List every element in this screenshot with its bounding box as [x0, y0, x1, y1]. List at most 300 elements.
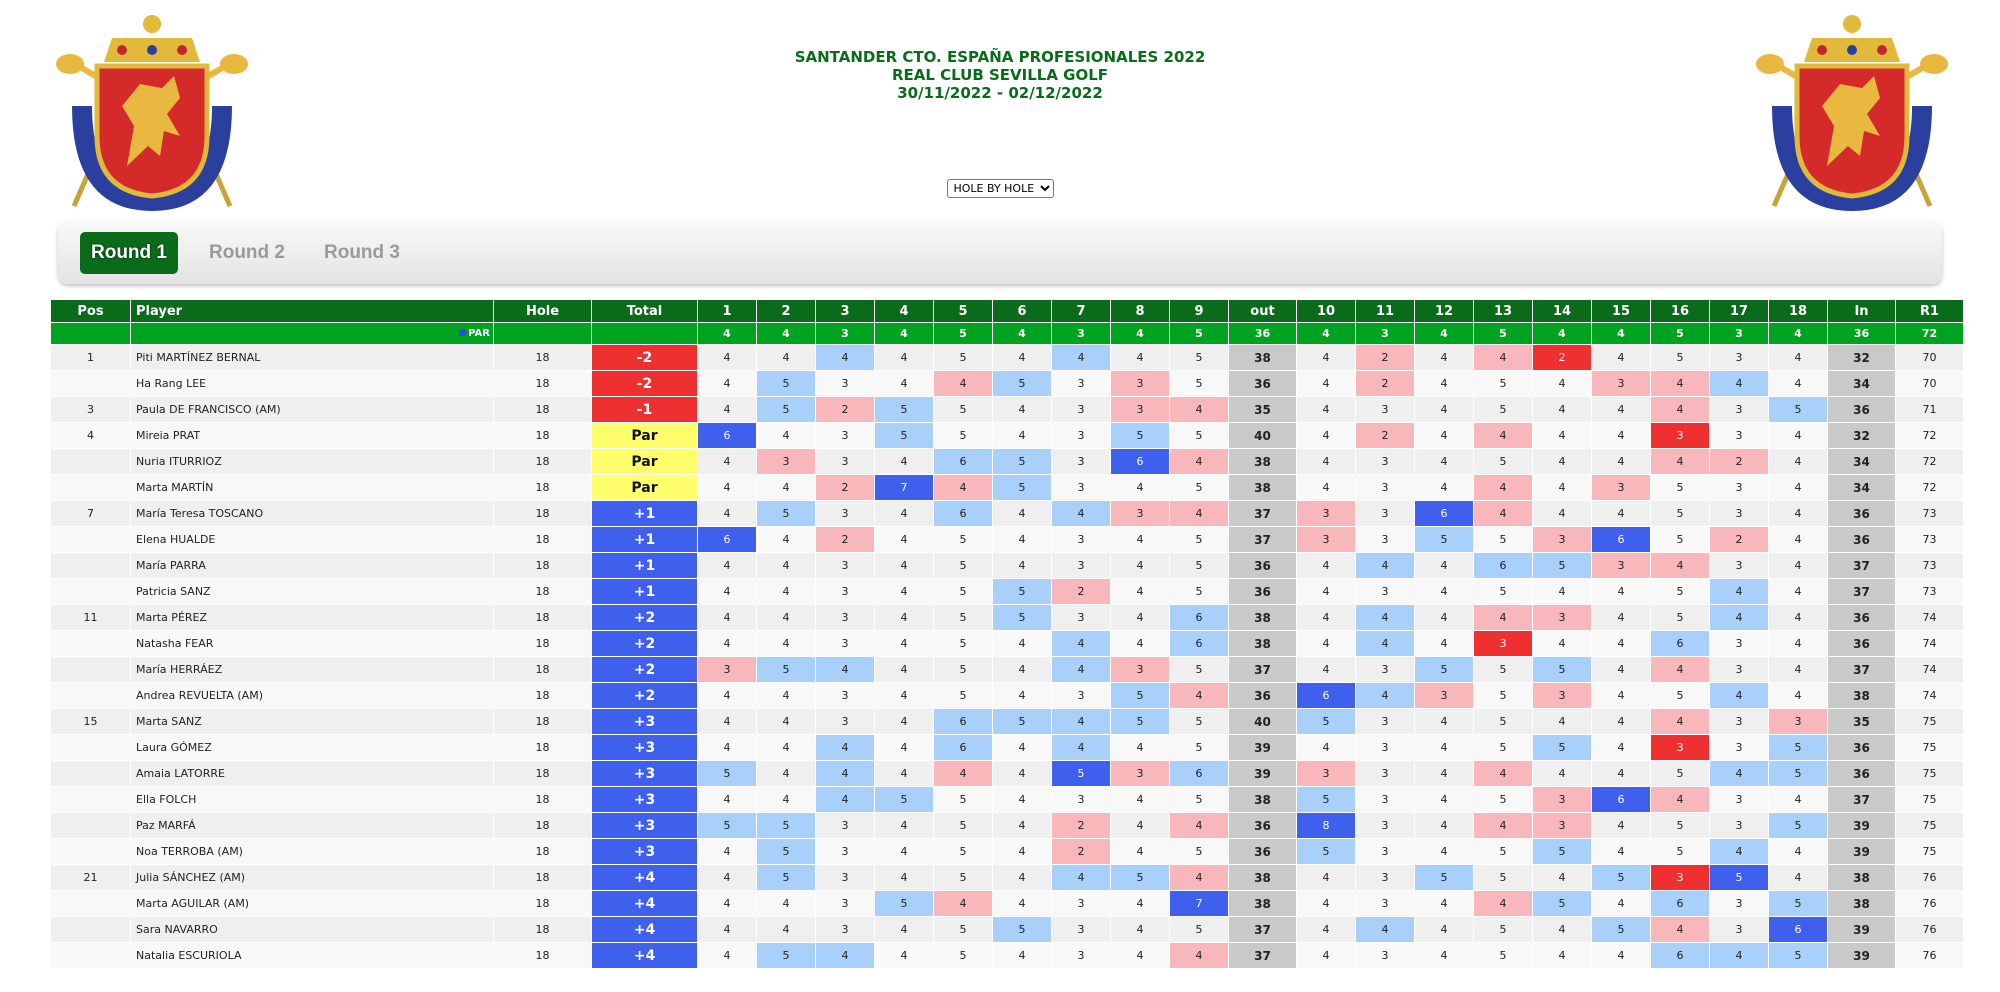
total-to-par: +1 [592, 553, 698, 579]
hole-score: 4 [698, 371, 757, 397]
hole-score: 4 [1111, 839, 1170, 865]
par-hole-12: 4 [1415, 323, 1474, 345]
hole-score: 5 [934, 631, 993, 657]
hole-score: 4 [1415, 579, 1474, 605]
player-name[interactable]: Andrea REVUELTA (AM) [131, 683, 494, 709]
round-total: 72 [1896, 423, 1964, 449]
hole-score: 5 [934, 839, 993, 865]
table-row[interactable] [51, 605, 1964, 631]
hole-score: 3 [1592, 475, 1651, 501]
in-total: 37 [1828, 553, 1896, 579]
hole-score: 4 [1474, 761, 1533, 787]
view-mode-select[interactable] [947, 179, 1054, 198]
hole-score: 4 [698, 683, 757, 709]
col-hole-10: 10 [1297, 300, 1356, 323]
par-hole-13: 5 [1474, 323, 1533, 345]
par-marker-icon [459, 329, 466, 336]
hole-score: 4 [757, 579, 816, 605]
hole-score: 4 [875, 709, 934, 735]
hole-score: 3 [1356, 579, 1415, 605]
hole-score: 5 [1769, 397, 1828, 423]
hole-score: 5 [934, 605, 993, 631]
round-total: 73 [1896, 553, 1964, 579]
position-cell [51, 579, 131, 605]
hole-score: 5 [1474, 657, 1533, 683]
col-hole-13: 13 [1474, 300, 1533, 323]
hole-score: 4 [1297, 449, 1356, 475]
player-name[interactable]: Marta AGUILAR (AM) [131, 891, 494, 917]
player-name[interactable]: Marta MARTÍN [131, 475, 494, 501]
header-row [51, 300, 1964, 323]
hole-score: 3 [1651, 865, 1710, 891]
hole-score: 4 [1769, 371, 1828, 397]
hole-score: 4 [1111, 631, 1170, 657]
hole-score: 4 [1415, 917, 1474, 943]
hole-score: 4 [1769, 423, 1828, 449]
hole-score: 4 [757, 891, 816, 917]
position-cell: 7 [51, 501, 131, 527]
total-to-par: +2 [592, 683, 698, 709]
hole-score: 4 [1533, 761, 1592, 787]
player-name[interactable]: Natasha FEAR [131, 631, 494, 657]
position-cell: 21 [51, 865, 131, 891]
player-name[interactable]: Amaia LATORRE [131, 761, 494, 787]
hole-score: 3 [816, 839, 875, 865]
hole-score: 3 [1356, 657, 1415, 683]
hole-score: 4 [1415, 397, 1474, 423]
hole-score: 5 [1533, 553, 1592, 579]
table-row[interactable] [51, 527, 1964, 553]
player-name[interactable]: Julia SÁNCHEZ (AM) [131, 865, 494, 891]
hole-score: 4 [1415, 787, 1474, 813]
hole-score: 5 [934, 813, 993, 839]
player-name[interactable]: Marta PÉREZ [131, 605, 494, 631]
hole-score: 5 [993, 917, 1052, 943]
hole-score: 4 [1111, 579, 1170, 605]
player-name[interactable]: Sara NAVARRO [131, 917, 494, 943]
par-hole-7: 3 [1052, 323, 1111, 345]
position-cell [51, 475, 131, 501]
hole-cell: 18 [494, 735, 592, 761]
out-total: 38 [1229, 787, 1297, 813]
hole-score: 4 [1769, 475, 1828, 501]
hole-score: 5 [993, 371, 1052, 397]
hole-score: 4 [1356, 917, 1415, 943]
tab-round-2[interactable]: Round 2 [209, 242, 285, 263]
col-hole-14: 14 [1533, 300, 1592, 323]
table-row[interactable] [51, 839, 1964, 865]
hole-score: 4 [1415, 761, 1474, 787]
hole-score: 5 [1170, 553, 1229, 579]
table-row[interactable] [51, 345, 1964, 371]
player-name[interactable]: Ella FOLCH [131, 787, 494, 813]
hole-score: 3 [1710, 631, 1769, 657]
hole-score: 5 [757, 371, 816, 397]
hole-score: 3 [1710, 735, 1769, 761]
hole-score: 4 [993, 631, 1052, 657]
round-total: 73 [1896, 501, 1964, 527]
hole-score: 4 [1297, 397, 1356, 423]
position-cell [51, 943, 131, 969]
hole-score: 5 [1170, 657, 1229, 683]
hole-score: 4 [1592, 891, 1651, 917]
hole-score: 4 [1052, 709, 1111, 735]
hole-score: 2 [1710, 527, 1769, 553]
hole-score: 5 [1651, 839, 1710, 865]
hole-score: 4 [1111, 917, 1170, 943]
table-row[interactable] [51, 423, 1964, 449]
hole-cell: 18 [494, 943, 592, 969]
hole-score: 3 [816, 891, 875, 917]
hole-score: 5 [934, 527, 993, 553]
par-in: 36 [1828, 323, 1896, 345]
hole-score: 4 [1415, 605, 1474, 631]
hole-score: 4 [1415, 943, 1474, 969]
hole-score: 4 [993, 657, 1052, 683]
hole-score: 3 [816, 865, 875, 891]
hole-score: 6 [1651, 631, 1710, 657]
hole-score: 4 [1415, 371, 1474, 397]
hole-score: 4 [757, 787, 816, 813]
out-total: 40 [1229, 709, 1297, 735]
out-total: 39 [1229, 735, 1297, 761]
hole-score: 5 [1533, 657, 1592, 683]
position-cell [51, 657, 131, 683]
col-hole-15: 15 [1592, 300, 1651, 323]
hole-score: 4 [1592, 813, 1651, 839]
hole-score: 4 [1474, 813, 1533, 839]
hole-score: 3 [816, 579, 875, 605]
hole-score: 5 [1052, 761, 1111, 787]
out-total: 39 [1229, 761, 1297, 787]
hole-score: 6 [1769, 917, 1828, 943]
hole-score: 4 [1474, 605, 1533, 631]
hole-score: 5 [1111, 865, 1170, 891]
hole-score: 4 [1297, 371, 1356, 397]
col-hole-18: 18 [1769, 300, 1828, 323]
hole-score: 4 [993, 423, 1052, 449]
hole-score: 3 [1052, 397, 1111, 423]
table-row[interactable] [51, 631, 1964, 657]
hole-score: 4 [1533, 709, 1592, 735]
col-hole-12: 12 [1415, 300, 1474, 323]
hole-score: 5 [993, 709, 1052, 735]
position-cell [51, 813, 131, 839]
hole-score: 4 [875, 917, 934, 943]
hole-score: 4 [875, 605, 934, 631]
hole-score: 5 [1769, 813, 1828, 839]
par-total-cell [592, 323, 698, 345]
hole-score: 6 [1297, 683, 1356, 709]
hole-score: 4 [1651, 449, 1710, 475]
hole-score: 4 [1474, 475, 1533, 501]
hole-score: 4 [1297, 345, 1356, 371]
position-cell: 4 [51, 423, 131, 449]
tab-round-1[interactable]: Round 1 [80, 232, 178, 274]
title-line-2: REAL CLUB SEVILLA GOLF [891, 66, 1109, 84]
player-name[interactable]: Piti MARTÍNEZ BERNAL [131, 345, 494, 371]
tab-round-3[interactable]: Round 3 [324, 242, 400, 263]
hole-score: 5 [1474, 683, 1533, 709]
table-row[interactable] [51, 865, 1964, 891]
position-cell: 11 [51, 605, 131, 631]
par-hole-5: 5 [934, 323, 993, 345]
hole-score: 4 [993, 553, 1052, 579]
in-total: 39 [1828, 917, 1896, 943]
hole-score: 5 [993, 475, 1052, 501]
total-to-par: -2 [592, 345, 698, 371]
hole-score: 5 [757, 865, 816, 891]
table-row[interactable] [51, 449, 1964, 475]
position-cell [51, 527, 131, 553]
table-row[interactable] [51, 657, 1964, 683]
hole-score: 3 [1592, 553, 1651, 579]
hole-score: 4 [1769, 865, 1828, 891]
par-label: PAR [468, 328, 490, 339]
hole-score: 5 [1170, 371, 1229, 397]
par-hole-11: 3 [1356, 323, 1415, 345]
hole-score: 4 [698, 397, 757, 423]
hole-score: 4 [757, 527, 816, 553]
hole-cell: 18 [494, 631, 592, 657]
hole-score: 5 [1474, 839, 1533, 865]
hole-score: 4 [1111, 527, 1170, 553]
par-hole-9: 5 [1170, 323, 1229, 345]
player-name[interactable]: Nuria ITURRIOZ [131, 449, 494, 475]
view-selector-wrap [0, 177, 2000, 198]
hole-score: 4 [698, 501, 757, 527]
hole-score: 5 [1297, 787, 1356, 813]
out-total: 36 [1229, 553, 1297, 579]
col-hole-11: 11 [1356, 300, 1415, 323]
hole-score: 5 [757, 943, 816, 969]
table-row[interactable] [51, 579, 1964, 605]
player-name[interactable]: Noa TERROBA (AM) [131, 839, 494, 865]
hole-score: 6 [1592, 787, 1651, 813]
table-row[interactable] [51, 397, 1964, 423]
table-row[interactable] [51, 709, 1964, 735]
hole-score: 4 [1769, 683, 1828, 709]
hole-cell: 18 [494, 397, 592, 423]
par-hole-3: 3 [816, 323, 875, 345]
out-total: 37 [1229, 657, 1297, 683]
position-cell [51, 735, 131, 761]
player-name[interactable]: Natalia ESCURIOLA [131, 943, 494, 969]
hole-score: 3 [698, 657, 757, 683]
hole-score: 3 [1052, 891, 1111, 917]
hole-score: 3 [1710, 345, 1769, 371]
in-total: 37 [1828, 657, 1896, 683]
table-row[interactable] [51, 787, 1964, 813]
hole-score: 4 [698, 631, 757, 657]
hole-score: 4 [1769, 449, 1828, 475]
hole-score: 4 [1592, 943, 1651, 969]
col-hole-3: 3 [816, 300, 875, 323]
hole-score: 5 [1474, 865, 1533, 891]
out-total: 38 [1229, 865, 1297, 891]
in-total: 36 [1828, 527, 1896, 553]
total-to-par: -2 [592, 371, 698, 397]
hole-score: 5 [1170, 527, 1229, 553]
hole-score: 6 [1170, 631, 1229, 657]
hole-score: 3 [1111, 501, 1170, 527]
hole-score: 6 [1474, 553, 1533, 579]
hole-score: 3 [1297, 527, 1356, 553]
hole-score: 5 [1651, 579, 1710, 605]
table-row[interactable] [51, 891, 1964, 917]
hole-score: 2 [816, 397, 875, 423]
par-hole-2: 4 [757, 323, 816, 345]
hole-score: 4 [1111, 553, 1170, 579]
round-total: 74 [1896, 683, 1964, 709]
hole-score: 4 [1170, 813, 1229, 839]
in-total: 35 [1828, 709, 1896, 735]
player-name[interactable]: Paula DE FRANCISCO (AM) [131, 397, 494, 423]
hole-score: 5 [757, 839, 816, 865]
hole-score: 5 [1533, 839, 1592, 865]
table-row[interactable] [51, 943, 1964, 969]
round-total: 76 [1896, 891, 1964, 917]
round-total: 73 [1896, 527, 1964, 553]
out-total: 36 [1229, 371, 1297, 397]
hole-score: 3 [1111, 657, 1170, 683]
hole-score: 3 [1356, 865, 1415, 891]
hole-score: 4 [698, 943, 757, 969]
hole-score: 5 [1769, 735, 1828, 761]
out-total: 38 [1229, 449, 1297, 475]
hole-score: 4 [1769, 527, 1828, 553]
hole-score: 5 [1111, 709, 1170, 735]
table-row[interactable] [51, 735, 1964, 761]
hole-score: 5 [1710, 865, 1769, 891]
hole-score: 3 [1052, 553, 1111, 579]
hole-score: 4 [1415, 345, 1474, 371]
round-total: 70 [1896, 345, 1964, 371]
total-to-par: +3 [592, 813, 698, 839]
hole-score: 4 [1111, 813, 1170, 839]
player-name[interactable]: María Teresa TOSCANO [131, 501, 494, 527]
round-total: 76 [1896, 865, 1964, 891]
hole-score: 6 [934, 501, 993, 527]
hole-score: 4 [875, 839, 934, 865]
round-total: 76 [1896, 943, 1964, 969]
hole-score: 4 [1769, 787, 1828, 813]
hole-score: 5 [993, 579, 1052, 605]
hole-score: 3 [1052, 605, 1111, 631]
hole-score: 5 [875, 423, 934, 449]
out-total: 37 [1229, 917, 1297, 943]
player-name[interactable]: Laura GÓMEZ [131, 735, 494, 761]
hole-score: 3 [1356, 839, 1415, 865]
hole-score: 5 [1769, 761, 1828, 787]
player-name[interactable]: María PARRA [131, 553, 494, 579]
hole-cell: 18 [494, 683, 592, 709]
player-name[interactable]: María HERRÁEZ [131, 657, 494, 683]
col-hole-1: 1 [698, 300, 757, 323]
hole-score: 3 [1356, 501, 1415, 527]
hole-score: 4 [1710, 605, 1769, 631]
round-total: 76 [1896, 917, 1964, 943]
col-hole-5: 5 [934, 300, 993, 323]
hole-score: 4 [1592, 735, 1651, 761]
position-cell [51, 839, 131, 865]
hole-score: 3 [816, 683, 875, 709]
position-cell [51, 631, 131, 657]
hole-score: 4 [1592, 761, 1651, 787]
hole-score: 6 [934, 735, 993, 761]
hole-score: 5 [1651, 475, 1710, 501]
col-hole: Hole [494, 300, 592, 323]
hole-score: 4 [1651, 657, 1710, 683]
hole-cell: 18 [494, 865, 592, 891]
hole-score: 5 [1297, 709, 1356, 735]
hole-score: 3 [1710, 657, 1769, 683]
player-name[interactable]: Mireia PRAT [131, 423, 494, 449]
hole-score: 4 [1769, 631, 1828, 657]
table-row[interactable] [51, 553, 1964, 579]
player-name[interactable]: Paz MARFÁ [131, 813, 494, 839]
in-total: 38 [1828, 865, 1896, 891]
hole-score: 2 [1533, 345, 1592, 371]
hole-score: 4 [1651, 371, 1710, 397]
hole-score: 4 [816, 943, 875, 969]
player-name[interactable]: Ha Rang LEE [131, 371, 494, 397]
table-row[interactable] [51, 813, 1964, 839]
table-row[interactable] [51, 917, 1964, 943]
hole-score: 4 [1415, 553, 1474, 579]
hole-score: 4 [993, 813, 1052, 839]
table-row[interactable] [51, 475, 1964, 501]
par-pos-cell [51, 323, 131, 345]
out-total: 37 [1229, 943, 1297, 969]
hole-score: 2 [1710, 449, 1769, 475]
hole-score: 5 [757, 813, 816, 839]
hole-score: 3 [1710, 501, 1769, 527]
table-row[interactable] [51, 683, 1964, 709]
player-name[interactable]: Patricia SANZ [131, 579, 494, 605]
hole-score: 3 [1533, 787, 1592, 813]
hole-score: 4 [698, 787, 757, 813]
hole-score: 4 [1170, 501, 1229, 527]
hole-score: 5 [1415, 865, 1474, 891]
hole-score: 5 [1170, 735, 1229, 761]
hole-score: 5 [1474, 449, 1533, 475]
hole-score: 5 [1592, 917, 1651, 943]
out-total: 40 [1229, 423, 1297, 449]
hole-score: 3 [1356, 761, 1415, 787]
col-hole-7: 7 [1052, 300, 1111, 323]
hole-score: 5 [1474, 943, 1533, 969]
hole-score: 4 [1474, 423, 1533, 449]
position-cell: 3 [51, 397, 131, 423]
player-name[interactable]: Marta SANZ [131, 709, 494, 735]
round-total: 74 [1896, 631, 1964, 657]
hole-score: 5 [1170, 475, 1229, 501]
hole-score: 6 [1170, 605, 1229, 631]
hole-score: 4 [698, 449, 757, 475]
table-row[interactable] [51, 761, 1964, 787]
player-name[interactable]: Elena HUALDE [131, 527, 494, 553]
par-hole-6: 4 [993, 323, 1052, 345]
position-cell [51, 917, 131, 943]
out-total: 36 [1229, 839, 1297, 865]
hole-cell: 18 [494, 813, 592, 839]
hole-score: 3 [1710, 397, 1769, 423]
hole-score: 4 [993, 943, 1052, 969]
table-row[interactable] [51, 371, 1964, 397]
hole-score: 3 [1052, 527, 1111, 553]
table-row[interactable] [51, 501, 1964, 527]
